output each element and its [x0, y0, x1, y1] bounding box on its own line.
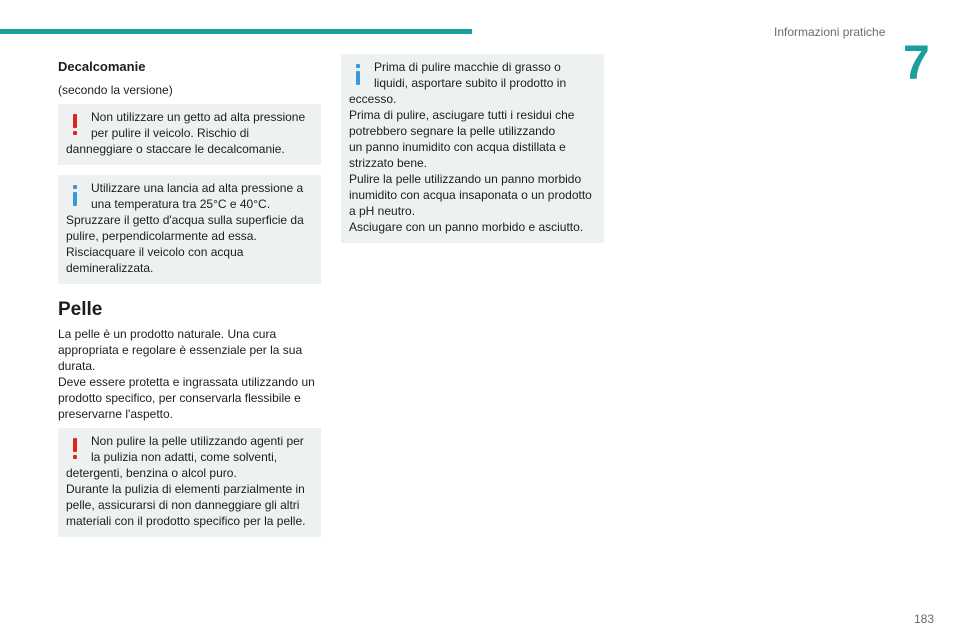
- page-number: 183: [913, 612, 934, 626]
- warning-box-decals: [58, 104, 321, 165]
- warning-leather-first: Non pulire la pelle utilizzando agenti per la pulizia non adatti, come solventi,: [91, 434, 304, 464]
- warning-leather-rest: detergenti, benzina o alcol puro.: [66, 466, 237, 480]
- warning-exclamation-icon: [70, 438, 80, 460]
- info-leather-line4: un panno inumidito con acqua distillata e strizzato bene.: [349, 140, 566, 170]
- chapter-number: 7: [903, 37, 930, 90]
- warning-exclamation-icon: [70, 114, 80, 136]
- info-leather-line6: Asciugare con un panno morbido e asciutto.: [349, 220, 584, 234]
- decals-subtitle: (secondo la versione): [58, 83, 173, 97]
- info-icon: [353, 64, 363, 86]
- info-leather-line5: Pulire la pelle utilizzando un panno morbido inumidito con acqua insaponata o un prodotto a pH neutro.: [349, 172, 592, 218]
- info-leather-line2: eccesso.: [349, 92, 397, 106]
- info-icon: [70, 185, 80, 207]
- info-leather-line3: Prima di pulire, asciugare tutti i residui che potrebbero segnare la pelle utilizzando: [349, 108, 575, 138]
- leather-heading: Pelle: [58, 299, 103, 320]
- header-accent-bar: [0, 29, 472, 34]
- warning-box-leather: [58, 428, 321, 537]
- leather-paragraph-1: La pelle è un prodotto naturale. Una cura appropriata e regolare è essenziale per la sua durata.: [58, 327, 303, 373]
- leather-paragraph-2: Deve essere protetta e ingrassata utilizzando un prodotto specifico, per conservarla flessibile e preservarne l'aspetto.: [58, 375, 315, 421]
- warning-text-rest: danneggiare o staccare le decalcomanie.: [66, 142, 285, 156]
- section-title: Informazioni pratiche: [774, 25, 886, 39]
- left-column: [58, 58, 321, 545]
- warning-text-first: Non utilizzare un getto ad alta pressione per pulire il veicolo. Rischio di: [91, 110, 306, 140]
- info-text-rest2: Risciacquare il veicolo con acqua demineralizzata.: [66, 245, 244, 275]
- info-box-pressure: [58, 175, 321, 284]
- info-leather-first: Prima di pulire macchie di grasso o liquidi, asportare subito il prodotto in: [374, 60, 567, 90]
- info-text-rest: Spruzzare il getto d'acqua sulla superficie da pulire, perpendicolarmente ad essa.: [66, 213, 304, 243]
- warning-leather-rest2: Durante la pulizia di elementi parzialmente in pelle, assicurarsi di non danneggiare gli altri materiali con il prodotto specifico per la pelle.: [66, 482, 306, 528]
- decals-heading: Decalcomanie: [58, 59, 146, 74]
- right-column: [341, 54, 604, 251]
- info-text-first: Utilizzare una lancia ad alta pressione a una temperatura tra 25°C e 40°C.: [91, 181, 304, 211]
- info-box-leather-cleaning: [341, 54, 604, 243]
